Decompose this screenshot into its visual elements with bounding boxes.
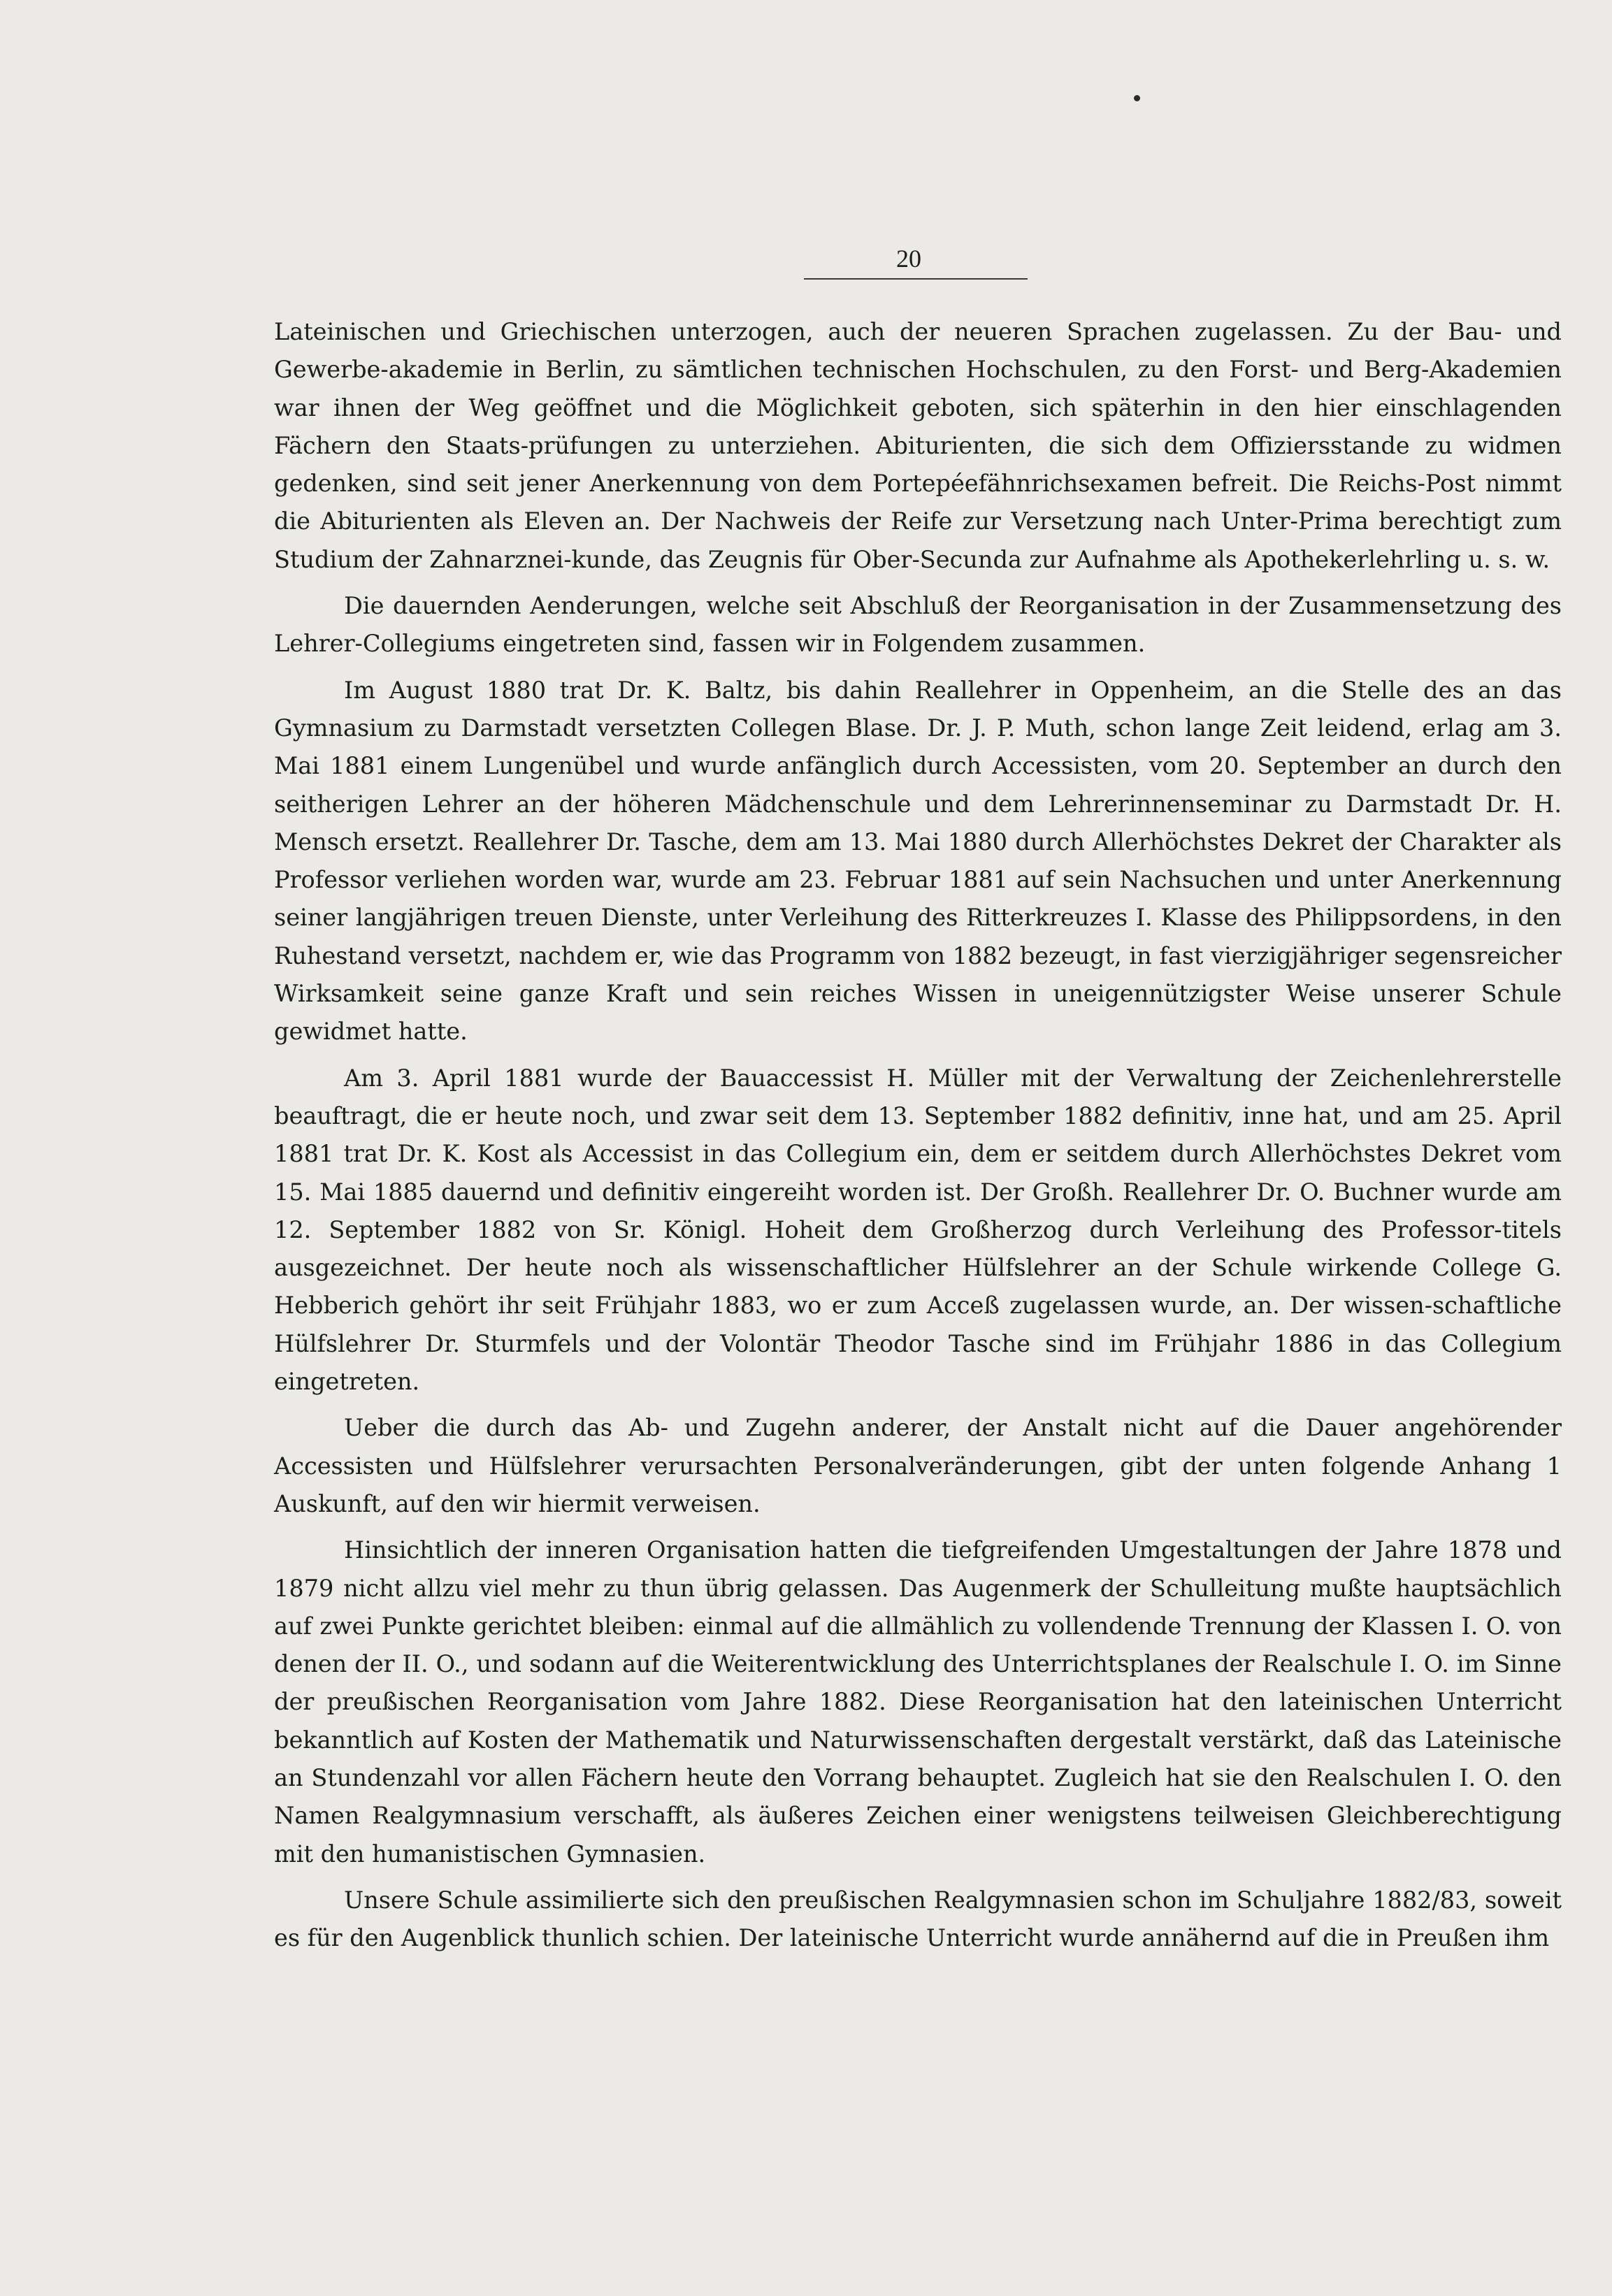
paragraph-assimilation: Unsere Schule assimilierte sich den preußischen Realgymnasien schon im Schuljahre 1882/83, soweit es für den Augenblick thunlich schien. Der lateinische Unterricht wurde annähernd auf die in Preußen ihm bbox=[274, 1886, 1562, 1952]
page-number: 20 bbox=[896, 245, 921, 273]
paragraph-august-1880: Im August 1880 trat Dr. K. Baltz, bis dahin Reallehrer in Oppenheim, an die Stelle des an das Gymnasium zu Darmstadt versetzten Collegen Blase. Dr. J. P. Muth, schon lange Zeit leidend, erlag am 3. Mai 1881 einem Lungenübel und wurde anfänglich durch Accessisten, vom 20. September an durch den seitherigen Lehrer an der höheren Mädchenschule und dem Lehrerinnenseminar zu Darmstadt Dr. H. Mensch ersetzt. Reallehrer Dr. Tasche, dem am 13. Mai 1880 durch Allerhöchstes Dekret der Charakter als Professor verliehen worden war, wurde am 23. Februar 1881 auf sein Nachsuchen und unter Anerkennung seiner langjährigen treuen Dienste, unter Verleihung des Ritterkreuzes I. Klasse des Philippsordens, in den Ruhestand versetzt, nachdem er, wie das Programm von 1882 bezeugt, in fast vierzigjähriger segensreicher Wirksamkeit seine ganze Kraft und sein reiches Wissen in uneigennützigster Weise unserer Schule gewidmet hatte. bbox=[274, 676, 1562, 1046]
paragraph-continuation: Lateinischen und Griechischen unterzogen, auch der neueren Sprachen zugelassen. Zu der Bau- und Gewerbe-akademie in Berlin, zu sämtlichen technischen Hochschulen, zu den Forst- und Berg-Akademien war ihnen der Weg geöffnet und die Möglichkeit geboten, sich späterhin in den hier einschlagenden Fächern den Staats-prüfungen zu unterziehen. Abiturienten, die sich dem Offiziersstande zu widmen gedenken, sind seit jener Anerkennung von dem Portepéefähnrichsexamen befreit. Die Reichs-Post nimmt die Abiturienten als Eleven an. Der Nachweis der Reife zur Versetzung nach Unter-Prima berechtigt zum Studium der Zahnarznei-kunde, das Zeugnis für Ober-Secunda zur Aufnahme als Apothekerlehrling u. s. w. bbox=[274, 318, 1562, 573]
body-text bbox=[274, 313, 1562, 1965]
header-rule bbox=[804, 278, 1028, 280]
ink-speck bbox=[1134, 95, 1140, 101]
paragraph-inner-organisation: Hinsichtlich der inneren Organisation hatten die tiefgreifenden Umgestaltungen der Jahre 1878 und 1879 nicht allzu viel mehr zu thun übrig gelassen. Das Augenmerk der Schulleitung mußte hauptsächlich auf zwei Punkte gerichtet bleiben: einmal auf die allmählich zu vollendende Trennung der Klassen I. O. von denen der II. O., und sodann auf die Weiterentwicklung des Unterrichtsplanes der Realschule I. O. im Sinne der preußischen Reorganisation vom Jahre 1882. Diese Reorganisation hat den lateinischen Unterricht bekanntlich auf Kosten der Mathematik und Naturwissenschaften dergestalt verstärkt, daß das Lateinische an Stundenzahl vor allen Fächern heute den Vorrang behauptet. Zugleich hat sie den Realschulen I. O. den Namen Realgymnasium verschafft, als äußeres Zeichen einer wenigstens teilweisen Gleichberechtigung mit den humanistischen Gymnasien. bbox=[274, 1536, 1562, 1868]
paragraph-april-1881: Am 3. April 1881 wurde der Bauaccessist H. Müller mit der Verwaltung der Zeichenlehrerstelle beauftragt, die er heute noch, und zwar seit dem 13. September 1882 definitiv, inne hat, und am 25. April 1881 trat Dr. K. Kost als Accessist in das Collegium ein, dem er seitdem durch Allerhöchstes Dekret vom 15. Mai 1885 dauernd und definitiv eingereiht worden ist. Der Großh. Reallehrer Dr. O. Buchner wurde am 12. September 1882 von Sr. Königl. Hoheit dem Großherzog durch Verleihung des Professor-titels ausgezeichnet. Der heute noch als wissenschaftlicher Hülfslehrer an der Schule wirkende College G. Hebberich gehört ihr seit Frühjahr 1883, wo er zum Acceß zugelassen wurde, an. Der wissen-schaftliche Hülfslehrer Dr. Sturmfels und der Volontär Theodor Tasche sind im Frühjahr 1886 in das Collegium eingetreten. bbox=[274, 1064, 1562, 1396]
paragraph-accessisten: Ueber die durch das Ab- und Zugehn anderer, der Anstalt nicht auf die Dauer angehörender Accessisten und Hülfslehrer verursachten Personalveränderungen, gibt der unten folgende Anhang 1 Auskunft, auf den wir hiermit verweisen. bbox=[274, 1414, 1562, 1517]
paragraph-staff-changes-intro: Die dauernden Aenderungen, welche seit Abschluß der Reorganisation in der Zusammensetzung des Lehrer-Collegiums eingetreten sind, fassen wir in Folgendem zusammen. bbox=[274, 592, 1562, 658]
